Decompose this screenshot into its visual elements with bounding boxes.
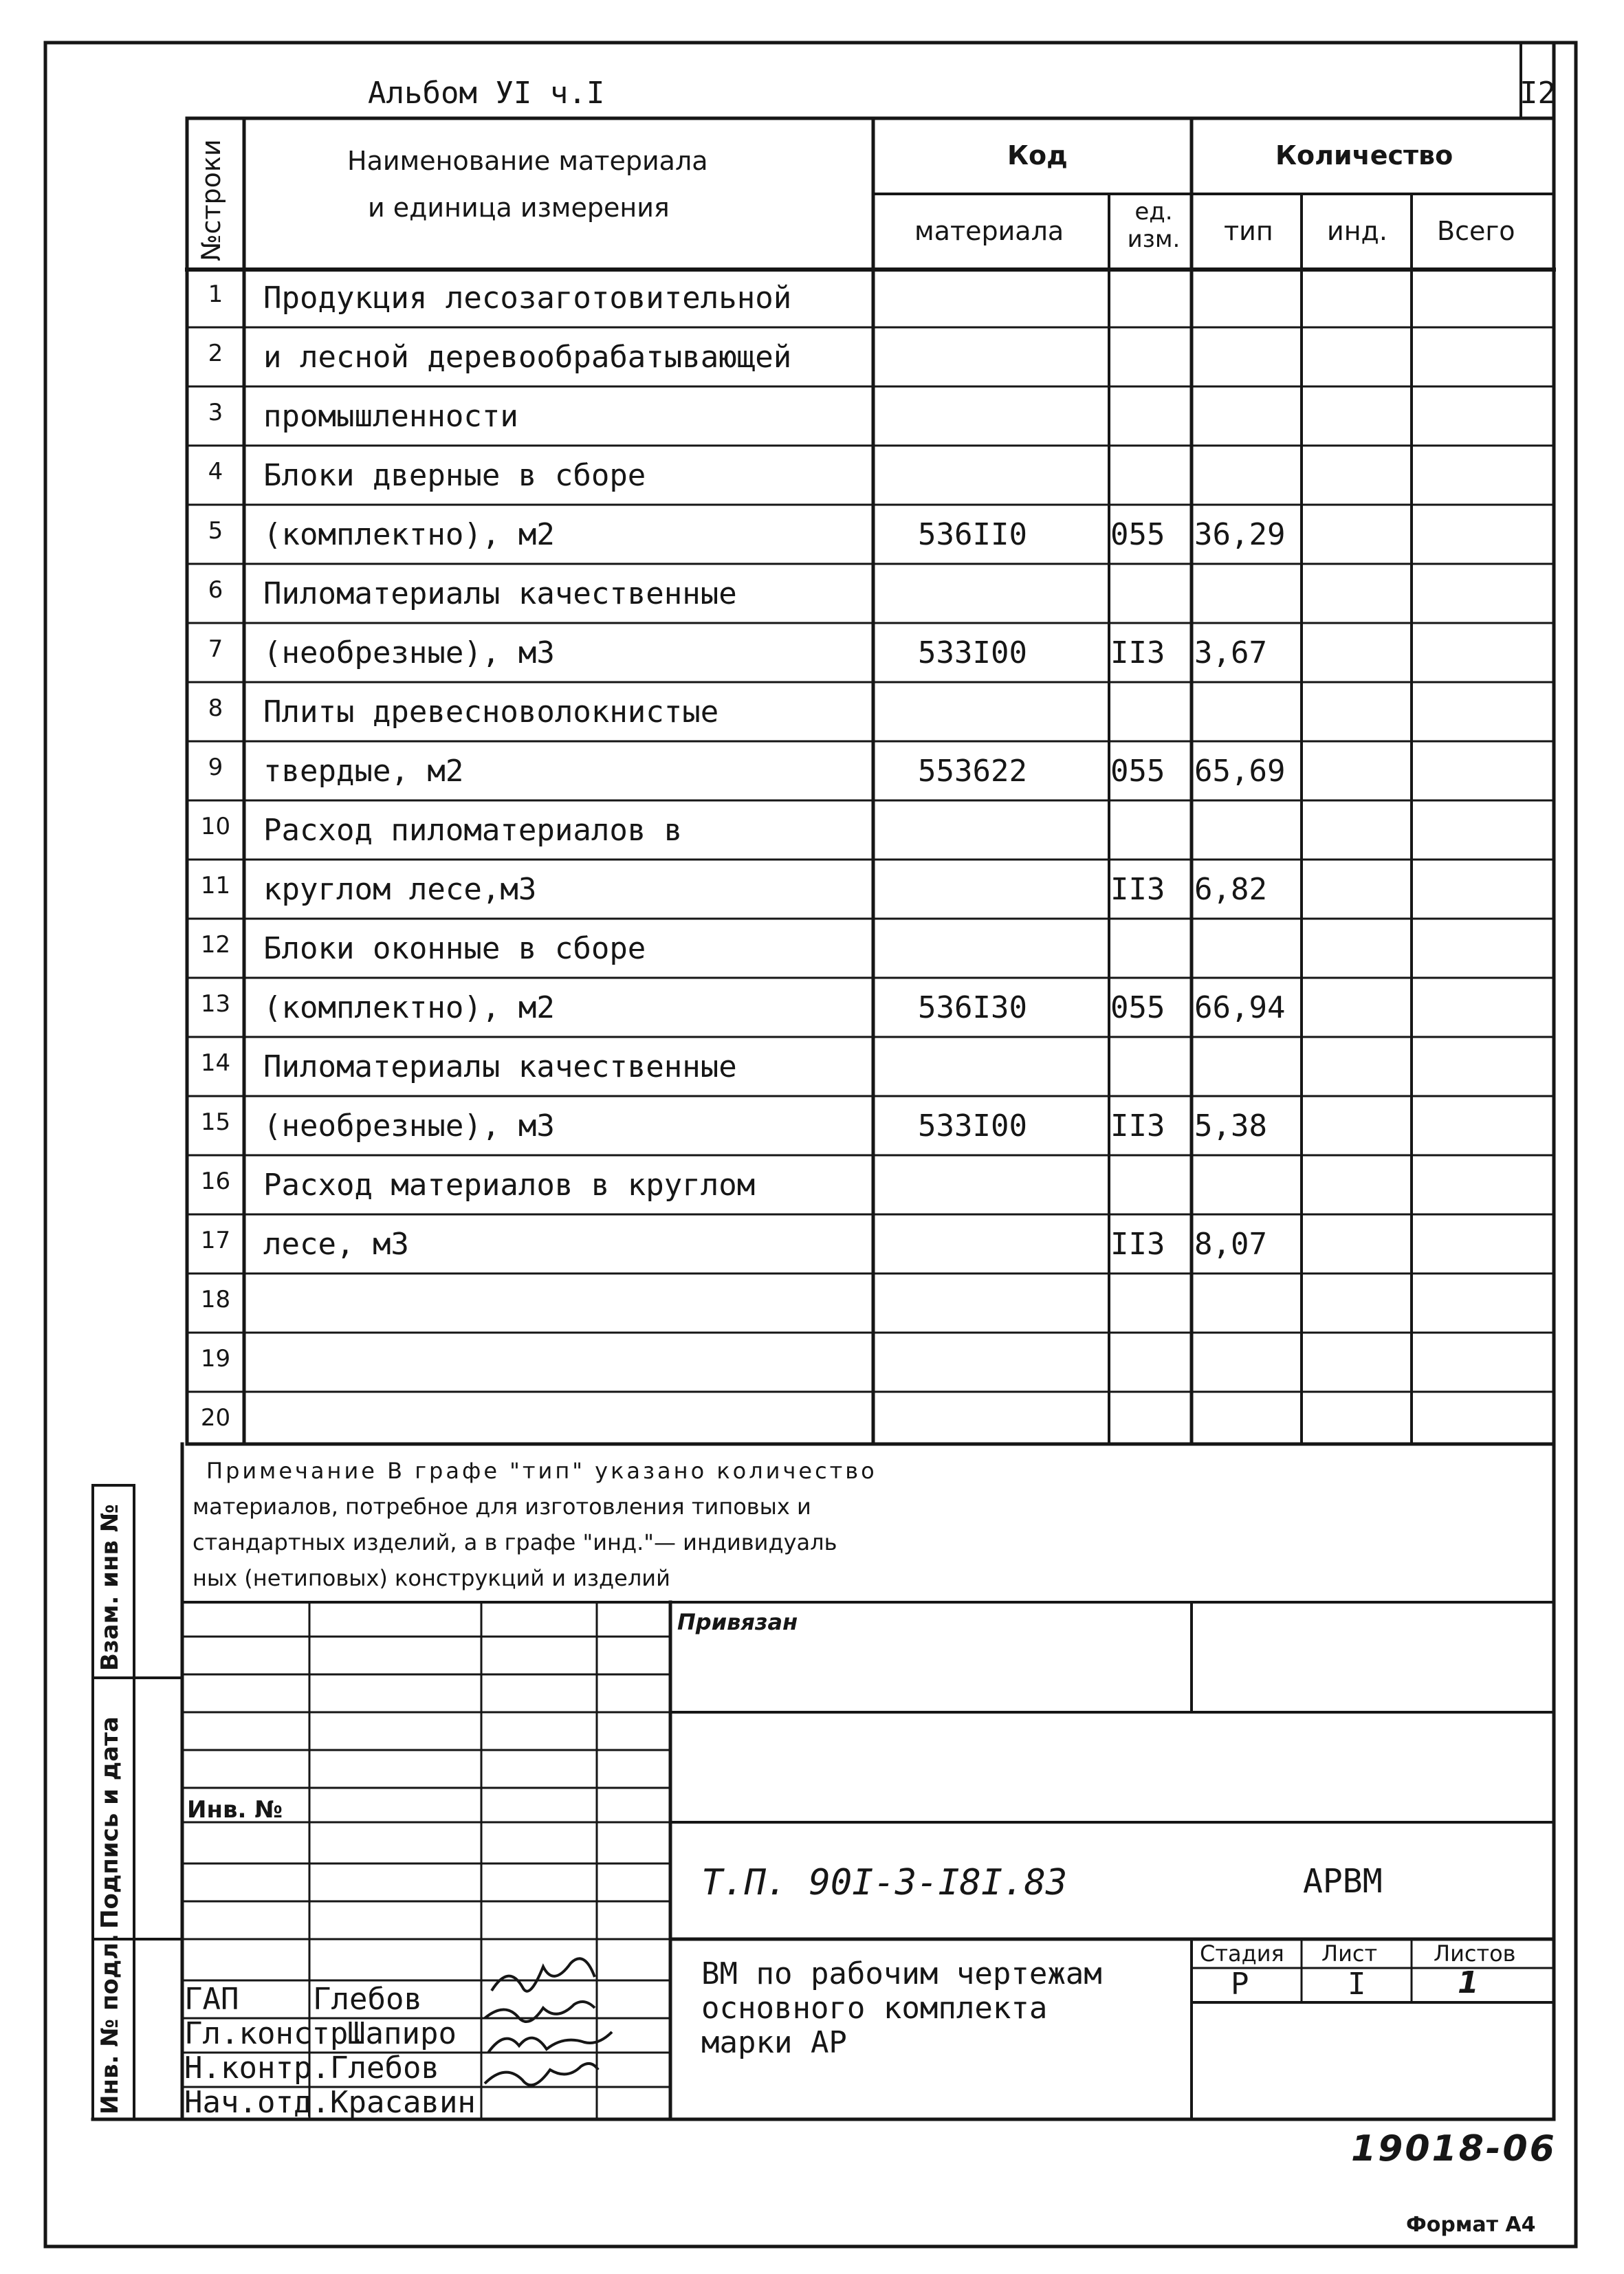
row-number: 13 <box>200 990 231 1018</box>
row-number: 17 <box>200 1227 231 1254</box>
note-line-1: Примечание В графе "тип" указано количество <box>206 1458 877 1484</box>
title-line-1: ВМ по рабочим чертежам <box>701 1956 1102 1991</box>
signer-name-3: Глебов <box>330 2051 439 2086</box>
stage-value: Р <box>1231 1967 1249 2002</box>
row-material-name: промышленности <box>263 399 518 434</box>
row-unit-code: 055 <box>1110 990 1165 1025</box>
row-material-name: (комплектно), м2 <box>263 990 555 1025</box>
row-material-name: Блоки оконные в сборе <box>263 931 646 966</box>
row-quantity-type: 3,67 <box>1194 635 1267 670</box>
row-quantity-type: 5,38 <box>1194 1108 1267 1144</box>
column-header-name-line1: Наименование материала <box>347 146 708 176</box>
row-material-name: твердые, м2 <box>263 754 464 789</box>
note-line-3: стандартных изделий, а в графе "инд."— индивидуаль <box>193 1529 837 1555</box>
row-number: 3 <box>208 399 223 426</box>
column-header-rownum: №строки <box>196 139 226 261</box>
side-label-inv-podl: Инв. № подл. <box>96 1933 124 2114</box>
row-material-code: 553622 <box>918 754 1027 789</box>
row-number: 8 <box>208 695 223 722</box>
inv-number-label: Инв. № <box>187 1796 283 1824</box>
row-number: 7 <box>208 635 223 663</box>
row-number: 9 <box>208 754 223 781</box>
row-number: 19 <box>200 1345 231 1373</box>
row-material-name: Пиломатериалы качественные <box>263 1049 737 1084</box>
signature-marks <box>485 1958 612 2085</box>
row-material-name: круглом лесе,м3 <box>263 872 537 907</box>
row-material-name: (необрезные), м3 <box>263 1108 555 1144</box>
row-number: 4 <box>208 458 223 485</box>
row-material-name: Расход материалов в круглом <box>263 1168 756 1203</box>
row-material-name: Блоки дверные в сборе <box>263 458 646 493</box>
note-line-2: материалов, потребное для изготовления типовых и <box>193 1494 811 1520</box>
row-unit-code: II3 <box>1110 872 1165 907</box>
signer-role-4: Нач.отд. <box>184 2085 330 2120</box>
row-material-name: (необрезные), м3 <box>263 635 555 670</box>
signer-role-1: ГАП <box>184 1982 239 2017</box>
row-unit-code: II3 <box>1110 1227 1165 1262</box>
column-header-ind: инд. <box>1327 216 1387 246</box>
row-material-name: Пиломатериалы качественные <box>263 576 737 611</box>
column-header-code: Код <box>1007 140 1068 171</box>
side-label-vzam-inv: Взам. инв № <box>96 1504 124 1671</box>
signer-role-3: Н.контр. <box>184 2051 330 2086</box>
side-label-podpis-data: Подпись и дата <box>96 1716 124 1929</box>
document-code: Т.П. 90I-3-I8I.83 <box>701 1862 1068 1903</box>
row-material-name: Расход пиломатериалов в <box>263 813 683 848</box>
row-number: 18 <box>200 1286 231 1313</box>
privyazan-label: Привязан <box>677 1609 798 1635</box>
sheets-value: 1 <box>1458 1965 1479 2000</box>
row-quantity-type: 65,69 <box>1194 754 1286 789</box>
row-material-name: Плиты древесноволокнистые <box>263 695 719 730</box>
title-line-3: марки АР <box>701 2025 847 2060</box>
row-unit-code: 055 <box>1110 754 1165 789</box>
row-unit-code: II3 <box>1110 1108 1165 1144</box>
note-line-4: ных (нетиповых) конструкций и изделий <box>193 1565 670 1591</box>
row-unit-code: II3 <box>1110 635 1165 670</box>
document-mark: АРВМ <box>1303 1862 1383 1901</box>
column-header-type: тип <box>1224 216 1273 246</box>
format-label: Формат А4 <box>1406 2213 1536 2237</box>
signer-role-2: Гл.констр. <box>184 2016 366 2051</box>
column-header-total: Всего <box>1437 216 1515 246</box>
row-material-name: лесе, м3 <box>263 1227 409 1262</box>
column-header-unit: ед. изм. <box>1127 198 1181 253</box>
row-number: 10 <box>200 813 231 840</box>
row-quantity-type: 8,07 <box>1194 1227 1267 1262</box>
row-number: 11 <box>200 872 231 899</box>
row-quantity-type: 6,82 <box>1194 872 1267 907</box>
row-quantity-type: 36,29 <box>1194 517 1286 552</box>
row-material-name: (комплектно), м2 <box>263 517 555 552</box>
row-number: 5 <box>208 517 223 545</box>
album-title: Альбом УI ч.I <box>368 76 605 111</box>
row-number: 12 <box>200 931 231 959</box>
row-quantity-type: 66,94 <box>1194 990 1286 1025</box>
signer-name-2: Шапиро <box>347 2016 457 2051</box>
title-line-2: основного комплекта <box>701 1991 1048 2026</box>
row-material-name: и лесной деревообрабатывающей <box>263 340 792 375</box>
row-material-code: 533I00 <box>918 1108 1027 1144</box>
sheet-value: I <box>1348 1967 1366 2002</box>
row-number: 15 <box>200 1108 231 1136</box>
row-material-name: Продукция лесозаготовительной <box>263 281 792 316</box>
signer-name-4: Красавин <box>330 2085 476 2120</box>
stamp-number: 19018-06 <box>1351 2128 1557 2169</box>
sheets-label: Листов <box>1434 1940 1516 1967</box>
row-number: 14 <box>200 1049 231 1077</box>
row-number: 16 <box>200 1168 231 1195</box>
row-unit-code: 055 <box>1110 517 1165 552</box>
column-header-quantity: Количество <box>1275 140 1453 171</box>
row-number: 20 <box>200 1404 231 1432</box>
column-header-name-line2: и единица измерения <box>368 193 670 223</box>
row-number: 6 <box>208 576 223 604</box>
row-material-code: 536I30 <box>918 990 1027 1025</box>
sheet-label: Лист <box>1321 1940 1378 1967</box>
row-material-code: 536II0 <box>918 517 1027 552</box>
sheet-number: I2 <box>1519 76 1556 111</box>
row-material-code: 533I00 <box>918 635 1027 670</box>
stage-label: Стадия <box>1200 1940 1284 1967</box>
row-number: 1 <box>208 281 223 308</box>
row-number: 2 <box>208 340 223 367</box>
column-header-material: материала <box>914 216 1064 246</box>
signer-name-1: Глебов <box>313 1982 422 2017</box>
